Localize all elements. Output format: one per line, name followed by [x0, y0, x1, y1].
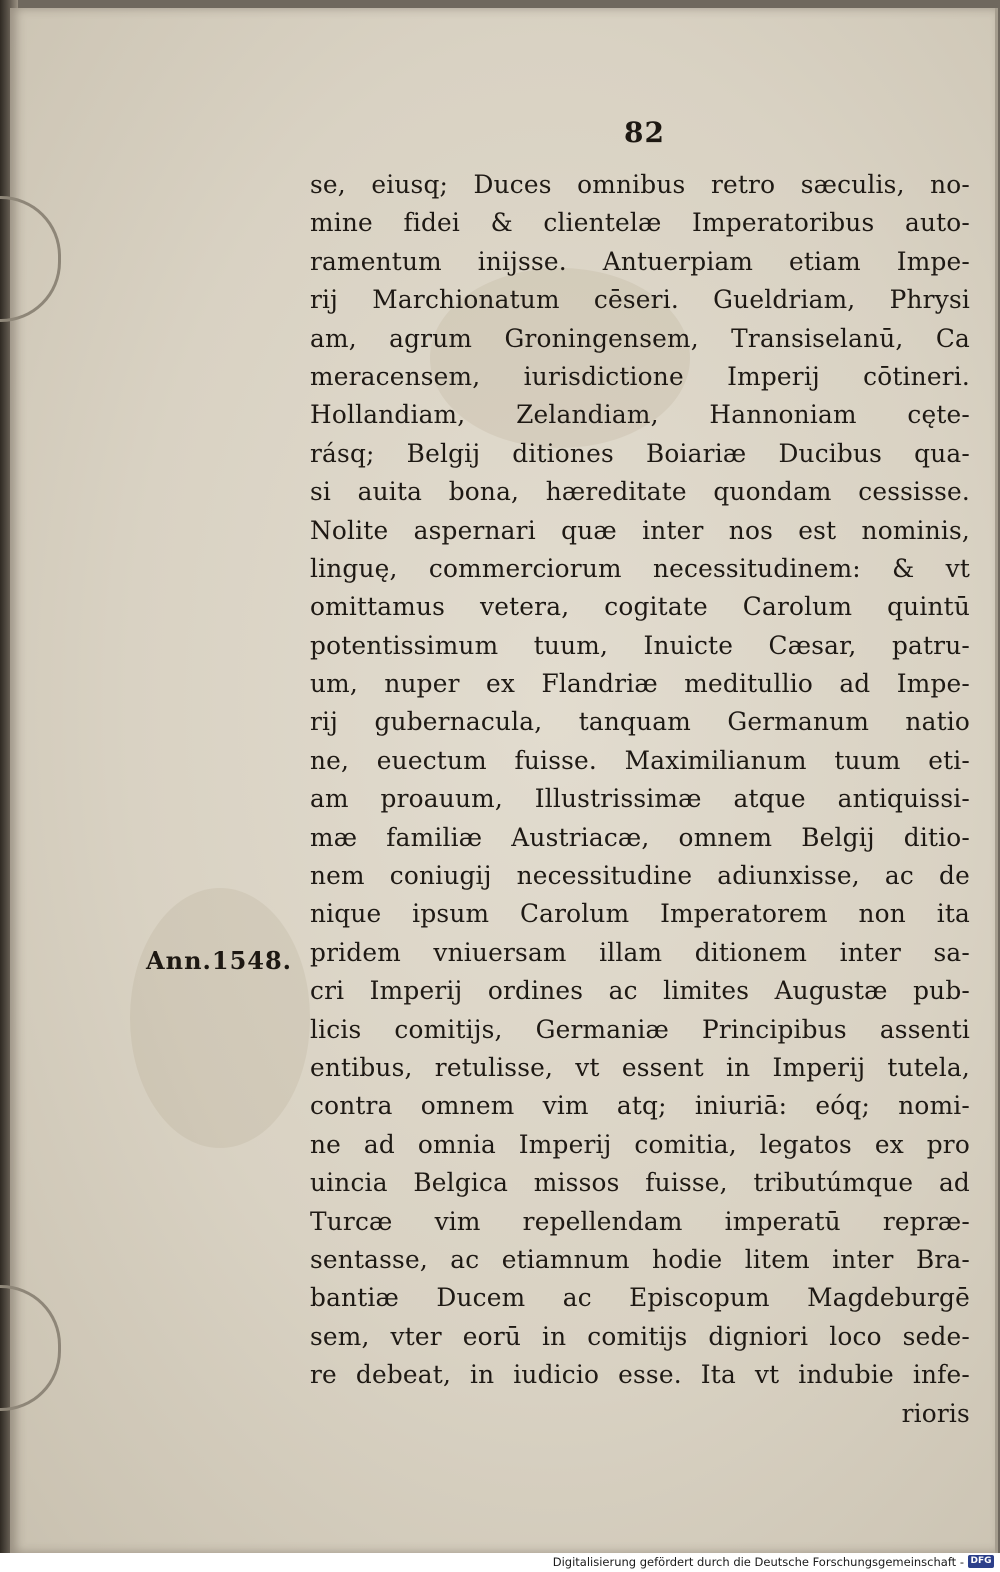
text-line: nique ipsum Carolum Imperatorem non ita: [310, 899, 970, 929]
body-text: [310, 166, 970, 1433]
text-line: uincia Belgica missos fuisse, tributúmque ad: [310, 1168, 970, 1198]
text-line: Hollandiam, Zelandiam, Hannoniam cęte-: [310, 400, 970, 430]
text-line: um, nuper ex Flandriæ meditullio ad Impe-: [310, 669, 970, 699]
text-line: rij gubernacula, tanquam Germanum natio: [310, 707, 970, 737]
text-line: meracensem, iurisdictione Imperij cōtineri.: [310, 361, 970, 391]
text-line: ramentum inijsse. Antuerpiam etiam Impe-: [310, 246, 970, 276]
text-line: rásq; Belgij ditiones Boiariæ Ducibus qua-: [310, 438, 970, 468]
text-line: linguę, commerciorum necessitudinem: & vt: [310, 553, 970, 583]
text-line: si auita bona, hæreditate quondam cessisse.: [310, 477, 970, 507]
text-line: nem coniugij necessitudine adiunxisse, ac de: [310, 861, 970, 891]
funding-credit: Digitalisierung gefördert durch die Deutsche Forschungsgemeinschaft -: [552, 1555, 964, 1569]
text-line: sem, vter eorū in comitijs digniori loco sede-: [310, 1321, 970, 1351]
catchword: rioris: [901, 1398, 970, 1428]
paper-stain: [130, 888, 310, 1148]
text-line: licis comitijs, Germaniæ Principibus assenti: [310, 1014, 970, 1044]
text-line: bantiæ Ducem ac Episcopum Magdeburgē: [310, 1283, 970, 1313]
text-line: ne, euectum fuisse. Maximilianum tuum eti-: [310, 745, 970, 775]
text-line: se, eiusq; Duces omnibus retro sæculis, no-: [310, 170, 970, 199]
text-line: potentissimum tuum, Inuicte Cæsar, patru-: [310, 630, 970, 660]
text-line: omittamus vetera, cogitate Carolum quintū: [310, 592, 970, 622]
page-number: 82: [624, 116, 665, 149]
text-line: pridem vniuersam illam ditionem inter sa-: [310, 937, 970, 967]
text-line: mine fidei & clientelæ Imperatoribus auto-: [310, 208, 970, 238]
text-line: re debeat, in iudicio esse. Ita vt indubie infe-: [310, 1360, 970, 1390]
margin-note: Ann.1548.: [146, 946, 293, 975]
text-line: ne ad omnia Imperij comitia, legatos ex pro: [310, 1129, 970, 1159]
text-line: am, agrum Groningensem, Transiselanū, Ca: [310, 323, 970, 353]
text-line: contra omnem vim atq; iniuriā: eóq; nomi-: [310, 1091, 970, 1121]
text-line: cri Imperij ordines ac limites Augustæ pub-: [310, 976, 970, 1006]
text-line: mæ familiæ Austriacæ, omnem Belgij ditio-: [310, 822, 970, 852]
text-line: Turcæ vim repellendam imperatū repræ-: [310, 1206, 970, 1236]
text-line: Nolite aspernari quæ inter nos est nominis,: [310, 515, 970, 545]
text-line: sentasse, ac etiamnum hodie litem inter Bra-: [310, 1244, 970, 1274]
text-line: rij Marchionatum cēseri. Gueldriam, Phrysi: [310, 285, 970, 315]
dfg-logo: DFG: [968, 1555, 994, 1568]
text-line: entibus, retulisse, vt essent in Imperij tutela,: [310, 1052, 970, 1082]
text-line: am proauum, Illustrissimæ atque antiquissi-: [310, 784, 970, 814]
